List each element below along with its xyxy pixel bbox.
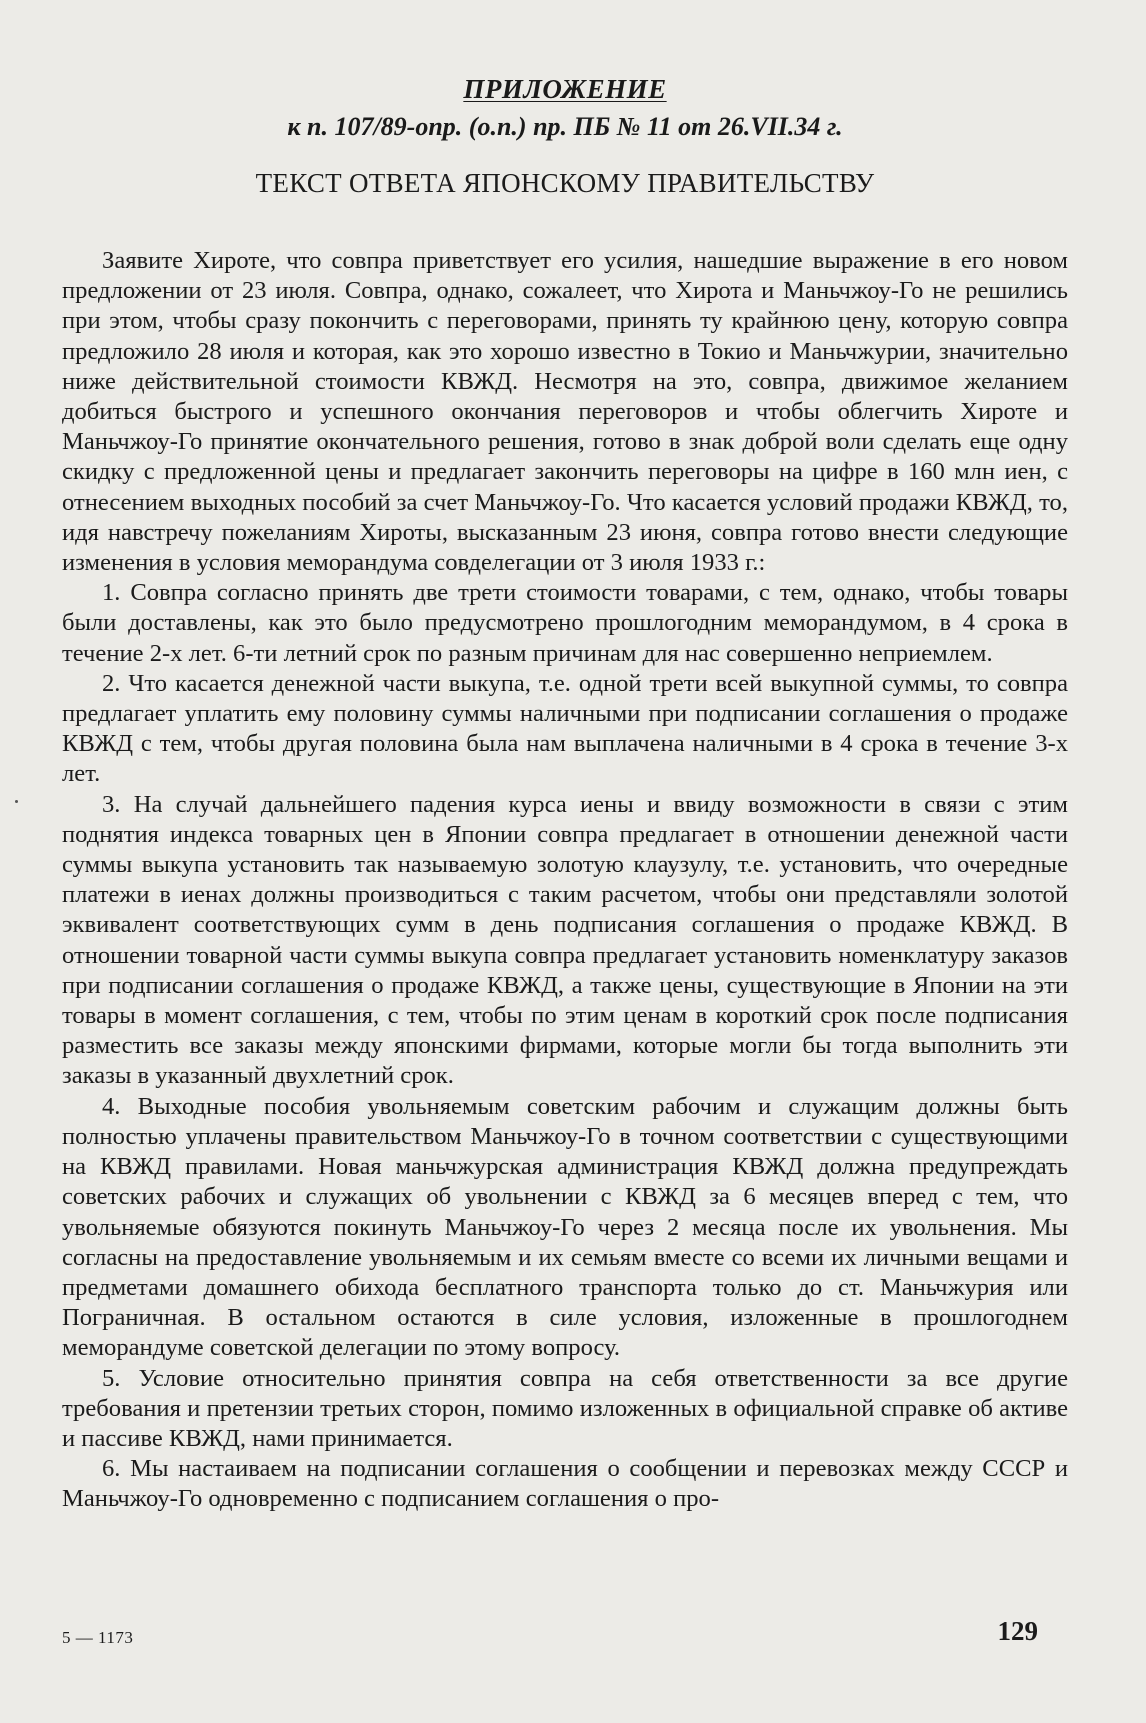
printer-signature: 5 — 1173 — [62, 1628, 134, 1647]
appendix-reference: к п. 107/89-опр. (о.п.) пр. ПБ № 11 от 26.VII.34 г. — [287, 112, 843, 141]
paragraph-item-5: 5. Условие относительно принятия совпра на себя ответственности за все другие требования и претензии третьих сторон, помимо изложенных в официальной справке об активе и пассиве КВЖД, нами принимается. — [62, 1364, 1068, 1452]
document-body — [62, 246, 1068, 1515]
paragraph-intro: Заявите Хироте, что совпра приветствует его усилия, нашедшие выражение в его новом предложении от 23 июля. Совпра, однако, сожалеет, что Хирота и Маньчжоу-Го не решились при этом, чтобы сразу покончить с переговорами, принять ту крайнюю цену, которую совпра предложило 28 июля и которая, как это хорошо известно в Токио и Маньчжурии, значительно ниже действительной стоимости КВЖД. Несмотря на это, совпра, движимое желанием добиться быстрого и успешного окончания переговоров и чтобы облегчить Хироте и Маньчжоу-Го принятие окончательного решения, готово в знак доброй воли сделать еще одну скидку с предложенной цены и предлагает закончить переговоры на цифре в 160 млн иен, с отнесением выходных пособий за счет Маньчжоу-Го. Что касается условий продажи КВЖД, то, идя навстречу пожеланиям Хироты, высказанным 23 июня, совпра готово внести следующие изменения в условия меморандума совделегации от 3 июля 1933 г.: — [62, 247, 1068, 577]
paragraph-item-3: 3. На случай дальнейшего падения курса иены и ввиду возможности в связи с этим поднятия индекса товарных цен в Японии совпра предлагает в отношении денежной части суммы выкупа установить так называемую золотую клаузулу, т.е. установить, что очередные платежи в иенах должны производиться с таким расчетом, чтобы они представляли золотой эквивалент соответствующих сумм в день подписания соглашения о продаже КВЖД. В отношении товарной части суммы выкупа совпра предлагает установить номенклатуру заказов при подписании соглашения о продаже КВЖД, а также цены, существующие в Японии на эти товары в момент соглашения, с тем, чтобы по этим ценам в короткий срок после подписания разместить все заказы между японскими фирмами, которые могли бы тогда выполнить эти заказы в указанный двухлетний срок. — [62, 790, 1068, 1090]
appendix-heading: ПРИЛОЖЕНИЕ — [463, 74, 667, 104]
paragraph-item-6: 6. Мы настаиваем на подписании соглашения о сообщении и перевозках между СССР и Маньчжоу-Го одновременно с подписанием соглашения о про- — [62, 1455, 1068, 1513]
paragraph-item-1: 1. Совпра согласно принять две трети стоимости товарами, с тем, однако, чтобы товары были доставлены, как это было предусмотрено прошлогодним меморандумом, в 4 срока в течение 2-х лет. 6-ти летний срок по разным причинам для нас совершенно неприемлем. — [62, 579, 1068, 667]
paragraph-item-4: 4. Выходные пособия увольняемым советским рабочим и служащим должны быть полностью уплачены правительством Маньчжоу-Го в точном соответствии с существующими на КВЖД правилами. Новая маньчжурская администрация КВЖД должна предупреждать советских рабочих и служащих об увольнении с КВЖД за 6 месяцев вперед с тем, что увольняемые обязуются покинуть Маньчжоу-Го через 2 месяца после их увольнения. Мы согласны на предоставление увольняемым и их семьям вместе со всеми их личными вещами и предметами домашнего обихода бесплатного транспорта только до ст. Маньчжурия или Пограничная. В остальном остаются в силе условия, изложенные в прошлогоднем меморандуме советской делегации по этому вопросу. — [62, 1092, 1068, 1362]
document-title: ТЕКСТ ОТВЕТА ЯПОНСКОМУ ПРАВИТЕЛЬСТВУ — [255, 168, 875, 198]
page-number: 129 — [997, 1616, 1038, 1646]
paragraph-item-2: 2. Что касается денежной части выкупа, т.е. одной трети всей выкупной суммы, то совпра предлагает уплатить ему половину суммы наличными при подписании соглашения о продаже КВЖД с тем, чтобы другая половина была нам выплачена наличными в 4 срока в течение 3-х лет. — [62, 669, 1068, 788]
margin-mark — [15, 800, 18, 803]
